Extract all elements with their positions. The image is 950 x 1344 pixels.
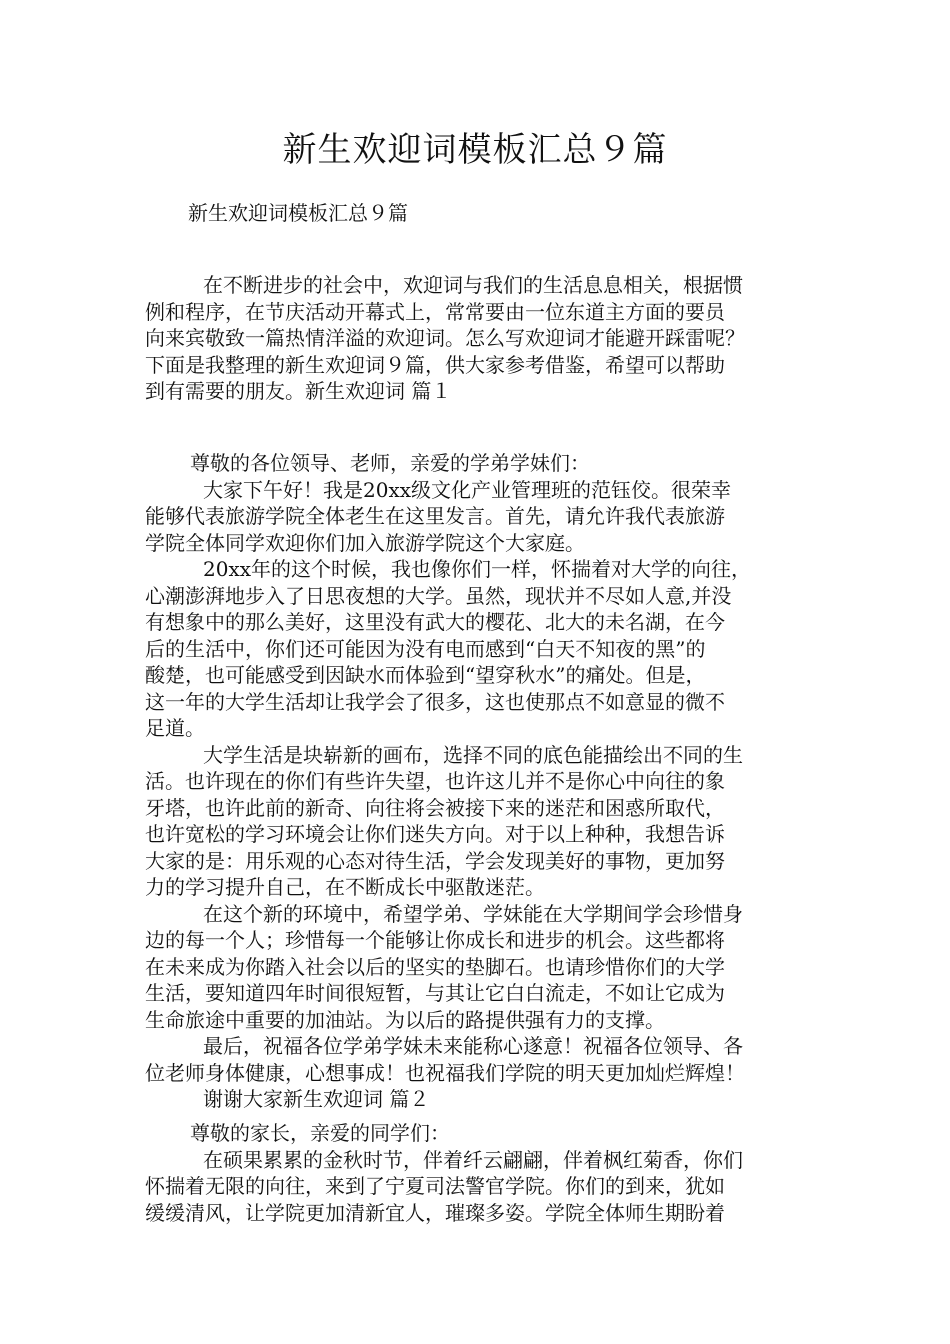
body-line: 牙塔，也许此前的新奇、向往将会被接下来的迷茫和困惑所取代， — [145, 795, 725, 820]
body-line: 生活，要知道四年时间很短暂，与其让它白白流走，不如让它成为 — [145, 981, 725, 1005]
body-line: 这一年的大学生活却让我学会了很多，这也使那点不如意显的微不 — [145, 689, 725, 714]
body-line: 最后，祝福各位学弟学妹未来能称心遂意！祝福各位领导、各 — [203, 1034, 743, 1058]
intro-line: 在不断进步的社会中，欢迎词与我们的生活息息相关，根据惯 — [203, 273, 743, 297]
body-line: 生命旅途中重要的加油站。为以后的路提供强有力的支撑。 — [145, 1007, 665, 1032]
body-line: 学院全体同学欢迎你们加入旅游学院这个大家庭。 — [145, 530, 585, 555]
section1-greeting: 尊敬的各位领导、老师，亲爱的学弟学妹们： — [190, 451, 590, 475]
section2-greeting: 尊敬的家长，亲爱的同学们： — [190, 1121, 450, 1145]
intro-paragraph — [145, 272, 815, 405]
body-line: 在硕果累累的金秋时节，伴着纤云翩翩，伴着枫红菊香，你们 — [203, 1147, 743, 1172]
body-line: 大学生活是块崭新的画布，选择不同的底色能描绘出不同的生 — [203, 742, 743, 767]
body-line: 在未来成为你踏入社会以后的坚实的垫脚石。也请珍惜你们的大学 — [145, 954, 725, 979]
body-line: 边的每一个人；珍惜每一个能够让你成长和进步的机会。这些都将 — [145, 928, 725, 952]
body-line: 酸楚，也可能感受到因缺水而体验到“望穿秋水”的痛处。但是， — [145, 663, 706, 687]
body-line: 力的学习提升自己，在不断成长中驱散迷茫。 — [145, 875, 545, 899]
intro-line: 下面是我整理的新生欢迎词９篇，供大家参考借鉴，希望可以帮助 — [145, 352, 725, 377]
body-line: 谢谢大家新生欢迎词 篇２ — [203, 1087, 430, 1111]
body-line: 大家下午好！我是20xx级文化产业管理班的范钰佼。很荣幸 — [203, 477, 732, 502]
body-line: 后的生活中，你们还可能因为没有电而感到“白天不知夜的黑”的 — [145, 636, 706, 661]
body-line: 20xx年的这个时候，我也像你们一样，怀揣着对大学的向往， — [203, 557, 752, 581]
section1-body — [145, 450, 815, 1113]
body-line: 能够代表旅游学院全体老生在这里发言。首先，请允许我代表旅游 — [145, 504, 725, 528]
section2-body — [145, 1120, 815, 1226]
body-line: 在这个新的环境中，希望学弟、学妹能在大学期间学会珍惜身 — [203, 901, 743, 926]
document-title: 新生欢迎词模板汇总９篇 — [282, 130, 668, 170]
body-line: 大家的是：用乐观的心态对待生活，学会发现美好的事物，更加努 — [145, 848, 725, 873]
body-line: 有想象中的那么美好，这里没有武大的樱花、北大的未名湖，在今 — [145, 610, 725, 634]
intro-line: 例和程序，在节庆活动开幕式上，常常要由一位东道主方面的要员 — [145, 299, 725, 324]
document-subtitle: 新生欢迎词模板汇总９篇 — [188, 201, 408, 225]
intro-line: 向来宾敬致一篇热情洋溢的欢迎词。怎么写欢迎词才能避开踩雷呢？ — [145, 326, 745, 350]
body-line: 缓缓清风，让学院更加清新宜人，璀璨多姿。学院全体师生期盼着 — [145, 1200, 725, 1225]
body-line: 心潮澎湃地步入了日思夜想的大学。虽然，现状并不尽如人意,并没 — [145, 583, 732, 608]
body-line: 位老师身体健康，心想事成！也祝福我们学院的明天更加灿烂辉煌！ — [145, 1060, 745, 1085]
intro-line: 到有需要的朋友。新生欢迎词 篇１ — [145, 379, 452, 403]
body-line: 怀揣着无限的向往，来到了宁夏司法警官学院。你们的到来，犹如 — [145, 1174, 725, 1198]
body-line: 也许宽松的学习环境会让你们迷失方向。对于以上种种，我想告诉 — [145, 822, 725, 846]
body-line: 足道。 — [145, 716, 205, 740]
body-line: 活。也许现在的你们有些许失望，也许这儿并不是你心中向往的象 — [145, 769, 725, 793]
